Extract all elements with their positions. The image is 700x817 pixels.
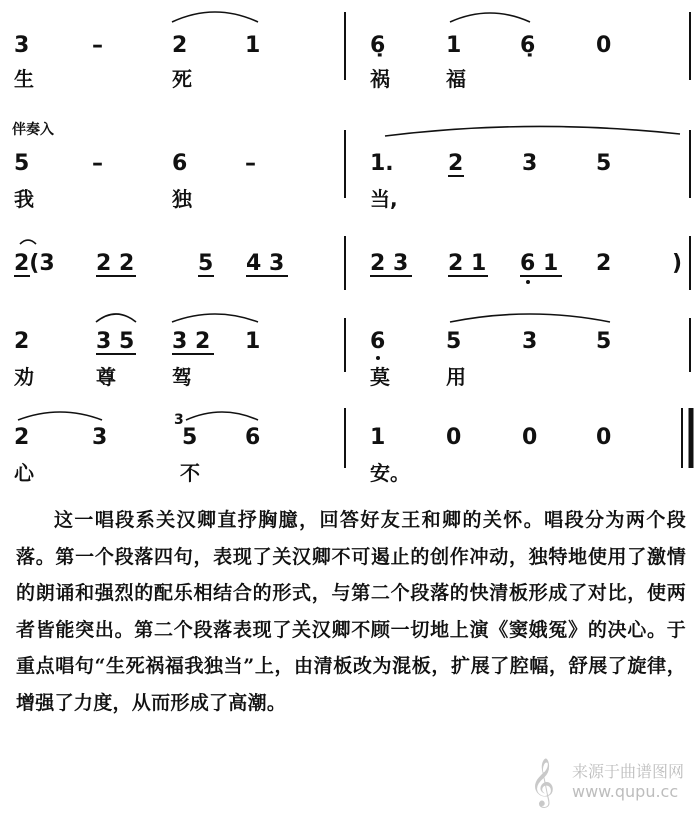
note: 2 — [172, 33, 188, 58]
note: 6 — [172, 151, 188, 176]
slur — [18, 412, 102, 420]
lyric: 生 — [14, 67, 34, 91]
lyric: 用 — [446, 365, 466, 389]
accompaniment-marking: 伴奏入 — [12, 122, 54, 138]
lyric: 死 — [172, 67, 192, 91]
score-row-1 — [14, 12, 690, 91]
note: – — [92, 151, 103, 176]
note: 5 — [14, 151, 30, 176]
note: 0 — [446, 425, 462, 450]
note: 1 — [245, 329, 261, 354]
note: 6 1 — [520, 251, 559, 276]
lyric: 独 — [172, 187, 192, 211]
slur — [20, 240, 36, 244]
note: 2 — [14, 425, 30, 450]
note: 2 3 — [370, 251, 409, 276]
note: 6 — [245, 425, 261, 450]
note: 3 5 — [96, 329, 135, 354]
score-row-2 — [12, 121, 690, 211]
note: 5 — [446, 329, 462, 354]
lyric: 莫 — [370, 365, 390, 389]
score-row-5 — [14, 408, 691, 485]
note: 2 — [596, 251, 612, 276]
commentary-paragraph: 这一唱段系关汉卿直抒胸臆，回答好友王和卿的关怀。唱段分为两个段落。第一个段落四句，表现了关汉卿不可遏止的创作冲动，独特地使用了激情的朗诵和强烈的配乐相结合的形式，与第二个段落的快清板形成了对比，使两者皆能突出。第二个段落表现了关汉卿不顾一切地上演《窦娥冤》的决心。于重点唱句“生死祸福我独当”上，由清板改为混板，扩展了腔幅，舒展了旋律，增强了力度，从而形成了高潮。 — [16, 509, 686, 714]
note: 3 2 — [172, 329, 211, 354]
watermark-line1: 来源于曲谱图网 — [572, 762, 685, 781]
score-row-3 — [14, 236, 690, 290]
note: 1 — [370, 425, 386, 450]
low-octave-dot — [376, 356, 380, 360]
slur — [186, 412, 258, 420]
slur — [450, 314, 610, 322]
watermark-line2: www.qupu.cc — [572, 782, 679, 801]
note: 3 — [92, 425, 108, 450]
note: 1. — [370, 151, 394, 176]
lyric: 不 — [180, 461, 200, 485]
note: 5 — [596, 329, 612, 354]
commentary-text — [16, 502, 686, 721]
note: 3 — [522, 329, 538, 354]
slur — [385, 126, 680, 136]
note: 2 1 — [448, 251, 487, 276]
slur — [172, 314, 258, 322]
lyric: 安。 — [370, 461, 410, 485]
note: 5 — [596, 151, 612, 176]
low-octave-dot — [526, 280, 530, 284]
note: 2 2 — [96, 251, 135, 276]
lyric: 当, — [370, 187, 398, 211]
note: 2(3 — [14, 251, 55, 276]
note: – — [245, 151, 256, 176]
note: 5 — [198, 251, 214, 276]
lyric: 驾 — [172, 365, 192, 389]
note: 6 — [370, 329, 386, 354]
note: 0 — [522, 425, 538, 450]
lyric: 我 — [14, 187, 34, 211]
note: 2 — [448, 151, 464, 176]
slur — [450, 13, 530, 22]
note: 3 — [14, 33, 30, 58]
note: 1 — [446, 33, 462, 58]
lyric: 尊 — [96, 365, 116, 389]
watermark — [530, 755, 690, 807]
lyric: 心 — [14, 461, 34, 485]
note: 1 — [245, 33, 261, 58]
note: – — [92, 33, 103, 58]
treble-clef-icon: 𝄞 — [530, 757, 555, 806]
note: 3 — [522, 151, 538, 176]
slur — [172, 12, 258, 22]
note: 2 — [14, 329, 30, 354]
lyric: 福 — [446, 67, 466, 91]
lyric: 劝 — [14, 365, 34, 389]
slur — [96, 314, 136, 322]
note: 6̣ — [370, 33, 386, 58]
note: 4 3 — [246, 251, 285, 276]
note: 0 — [596, 425, 612, 450]
note: 0 — [596, 33, 612, 58]
score-row-4 — [13, 314, 690, 389]
note: ) — [672, 251, 683, 276]
note: 6̣ — [520, 33, 536, 58]
grace-note: 3 — [174, 412, 184, 428]
note: 5 — [182, 425, 198, 450]
lyric: 祸 — [370, 67, 390, 91]
